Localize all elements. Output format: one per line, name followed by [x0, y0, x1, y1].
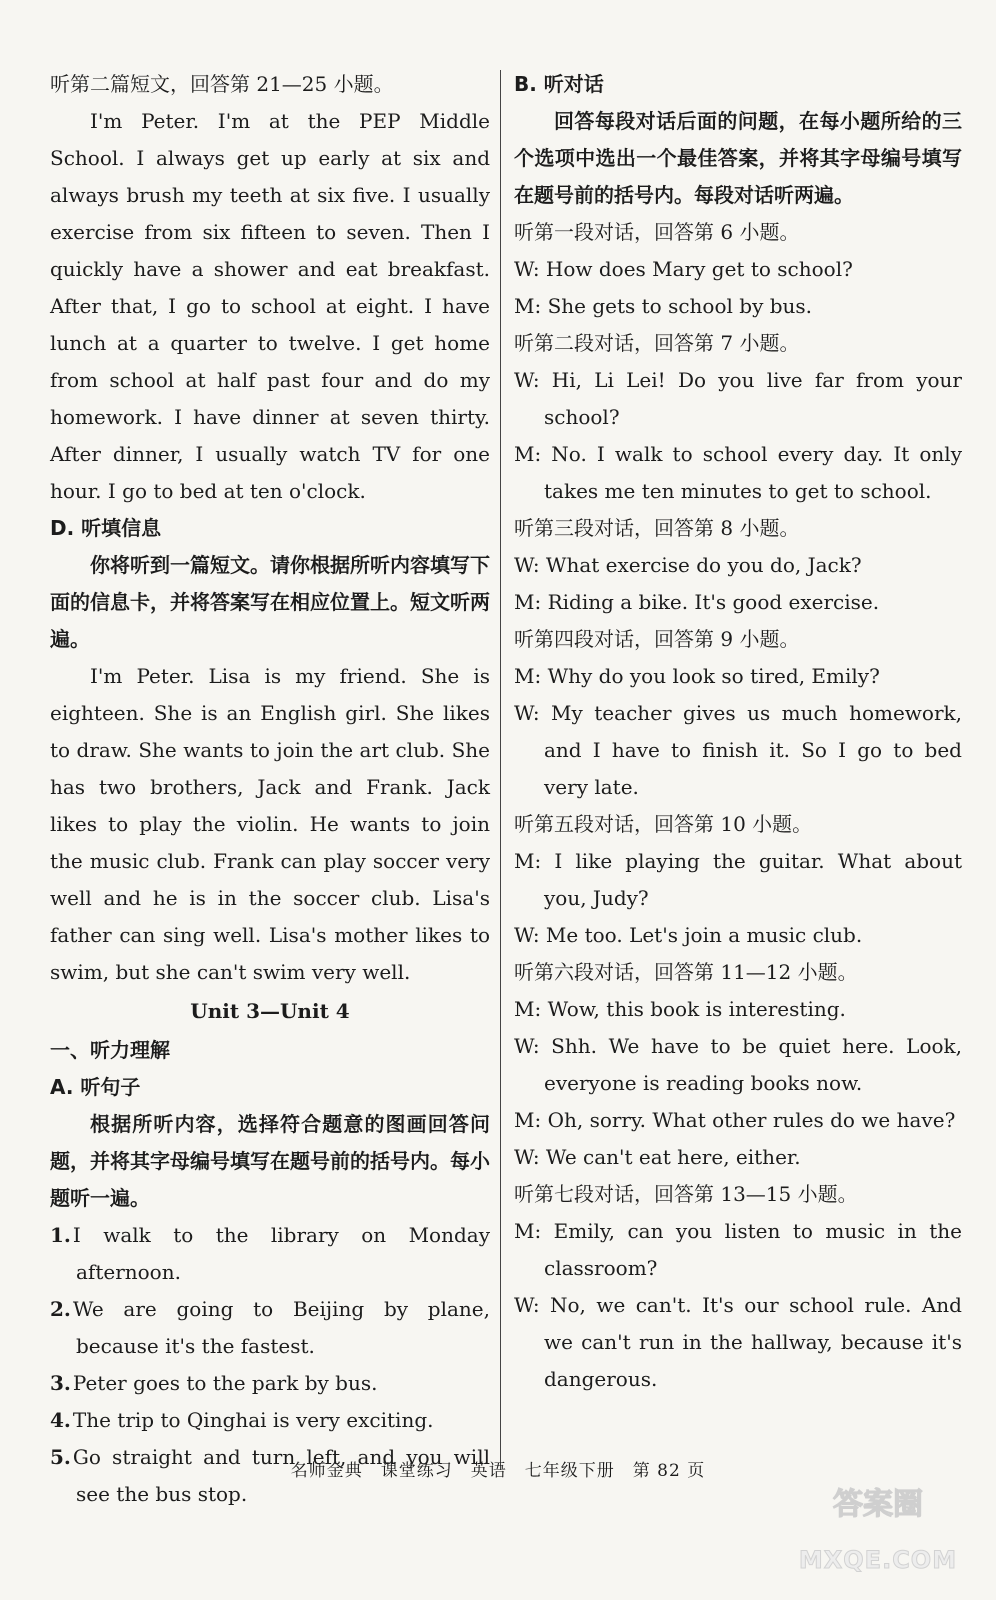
item-number: 3. — [50, 1371, 71, 1395]
part-one-title: 一、听力理解 — [50, 1038, 170, 1062]
item-text: I walk to the library on Monday afternoon. — [72, 1223, 490, 1284]
dialogue-line: M: Why do you look so tired, Emily? — [514, 664, 880, 688]
sentence-item — [50, 1365, 490, 1402]
item-number: 5. — [50, 1445, 71, 1469]
page-footer: 名师金典 课堂练习 英语 七年级下册 第 82 页 — [290, 1461, 706, 1481]
dialogue-line: W: Shh. We have to be quiet here. Look, everyone is reading books now. — [514, 1034, 962, 1095]
item-text: Peter goes to the park by bus. — [72, 1371, 378, 1395]
watermark-url: MXQE.COM — [798, 1546, 958, 1574]
unit-title: Unit 3—Unit 4 — [190, 999, 350, 1023]
item-text: The trip to Qinghai is very exciting. — [72, 1408, 434, 1432]
section-b-instruction: 回答每段对话后面的问题，在每小题所给的三个选项中选出一个最佳答案，并将其字母编号填写在题号前的括号内。每段对话听两遍。 — [514, 109, 962, 207]
item-text: Go straight and turn left, and you will see the bus stop. — [72, 1445, 490, 1506]
dialogue-line: M: She gets to school by bus. — [514, 294, 813, 318]
item-text: We are going to Beijing by plane, because it's the fastest. — [72, 1297, 490, 1358]
sentence-item — [50, 1291, 490, 1365]
heading-q21: 听第二篇短文，回答第 21—25 小题。 — [50, 72, 394, 96]
dialogue-line: M: Oh, sorry. What other rules do we have? — [514, 1108, 956, 1132]
left-column — [50, 66, 490, 1513]
dialogue-line: M: Riding a bike. It's good exercise. — [514, 590, 880, 614]
section-a-title: A. 听句子 — [50, 1075, 141, 1099]
watermark-title: 答案圈 — [833, 1487, 923, 1522]
item-number: 2. — [50, 1297, 71, 1321]
dialogue-heading: 听第三段对话，回答第 8 小题。 — [514, 516, 800, 540]
passage-peter-day: I'm Peter. I'm at the PEP Middle School. I always get up early at six and always brush my teeth at six five. I usually exercise from six fifteen to seven. Then I quickly have a shower and eat breakfast. After that, I go to school at eight. I have lunch at a quarter to twelve. I get home from school at half past four and do my homework. I have dinner at seven thirty. After dinner, I usually watch TV for one hour. I go to bed at ten o'clock. — [50, 109, 490, 503]
dialogue-line: M: No. I walk to school every day. It only takes me ten minutes to get to school. — [514, 442, 962, 503]
sentence-item — [50, 1217, 490, 1291]
dialogue-line: W: How does Mary get to school? — [514, 257, 853, 281]
section-b-title: B. 听对话 — [514, 72, 604, 96]
dialogue-line: M: Emily, can you listen to music in the classroom? — [514, 1219, 962, 1280]
sentence-item — [50, 1402, 490, 1439]
item-number: 1. — [50, 1223, 71, 1247]
watermark-logo — [778, 1456, 978, 1586]
dialogue-line: M: I like playing the guitar. What about you, Judy? — [514, 849, 962, 910]
dialogue-heading: 听第五段对话，回答第 10 小题。 — [514, 812, 813, 836]
right-column — [514, 66, 962, 1398]
dialogue-line: W: Hi, Li Lei! Do you live far from your school? — [514, 368, 962, 429]
section-d-title: D. 听填信息 — [50, 516, 162, 540]
dialogue-line: W: We can't eat here, either. — [514, 1145, 801, 1169]
column-divider — [500, 70, 501, 1470]
dialogue-heading: 听第二段对话，回答第 7 小题。 — [514, 331, 800, 355]
dialogue-line: W: Me too. Let's join a music club. — [514, 923, 863, 947]
dialogue-line: W: What exercise do you do, Jack? — [514, 553, 862, 577]
dialogue-heading: 听第四段对话，回答第 9 小题。 — [514, 627, 800, 651]
dialogue-heading: 听第六段对话，回答第 11—12 小题。 — [514, 960, 858, 984]
section-d-instruction: 你将听到一篇短文。请你根据所听内容填写下面的信息卡，并将答案写在相应位置上。短文听两遍。 — [50, 553, 490, 651]
dialogue-line: W: No, we can't. It's our school rule. And we can't run in the hallway, because it's dangerous. — [514, 1293, 962, 1391]
passage-lisa: I'm Peter. Lisa is my friend. She is eighteen. She is an English girl. She likes to draw. She wants to join the art club. She has two brothers, Jack and Frank. Jack likes to play the violin. He wants to join the music club. Frank can play soccer very well and he is in the soccer club. Lisa's father can sing well. Lisa's mother likes to swim, but she can't swim very well. — [50, 664, 490, 984]
item-number: 4. — [50, 1408, 71, 1432]
dialogue-heading: 听第一段对话，回答第 6 小题。 — [514, 220, 800, 244]
dialogue-line: M: Wow, this book is interesting. — [514, 997, 846, 1021]
dialogue-heading: 听第七段对话，回答第 13—15 小题。 — [514, 1182, 858, 1206]
dialogue-line: W: My teacher gives us much homework, and I have to finish it. So I go to bed very late. — [514, 701, 962, 799]
section-a-instruction: 根据所听内容，选择符合题意的图画回答问题，并将其字母编号填写在题号前的括号内。每小题听一遍。 — [50, 1112, 490, 1210]
